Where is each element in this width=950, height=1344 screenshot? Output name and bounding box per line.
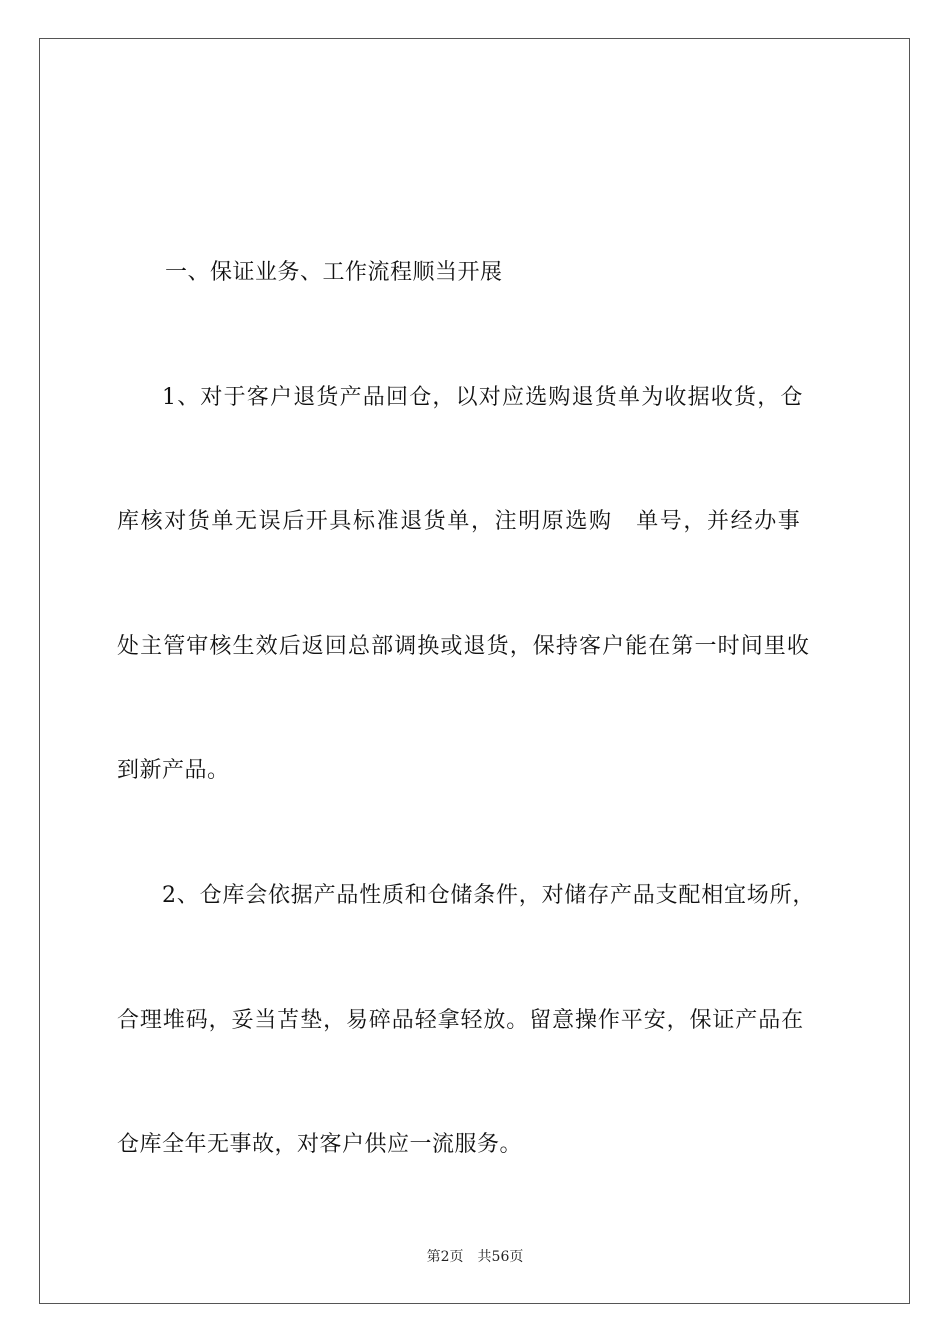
paragraph-2-line-3: 仓库全年无事故，对客户供应一流服务。 — [117, 1132, 523, 1157]
paragraph-1-line-4: 到新产品。 — [117, 758, 230, 783]
page-border — [39, 38, 910, 1304]
page-footer — [0, 1248, 950, 1266]
paragraph-2-line-2: 合理堆码，妥当苫垫，易碎品轻拿轻放。留意操作平安，保证产品在 — [117, 1008, 805, 1033]
section-heading: 一、保证业务、工作流程顺当开展 — [165, 260, 503, 285]
paragraph-1-line-3: 处主管审核生效后返回总部调换或退货，保持客户能在第一时间里收 — [117, 634, 811, 659]
total-pages: 共56页 — [477, 1249, 524, 1265]
page-number: 第2页 — [426, 1249, 464, 1265]
paragraph-2-line-1: 2、仓库会依据产品性质和仓储条件，对储存产品支配相宜场所， — [162, 883, 816, 908]
paragraph-1-line-2: 库核对货单无误后开具标准退货单，注明原选购 单号，并经办事 — [117, 509, 802, 534]
paragraph-1-line-1: 1、对于客户退货产品回仓，以对应选购退货单为收据收货，仓 — [162, 385, 804, 410]
